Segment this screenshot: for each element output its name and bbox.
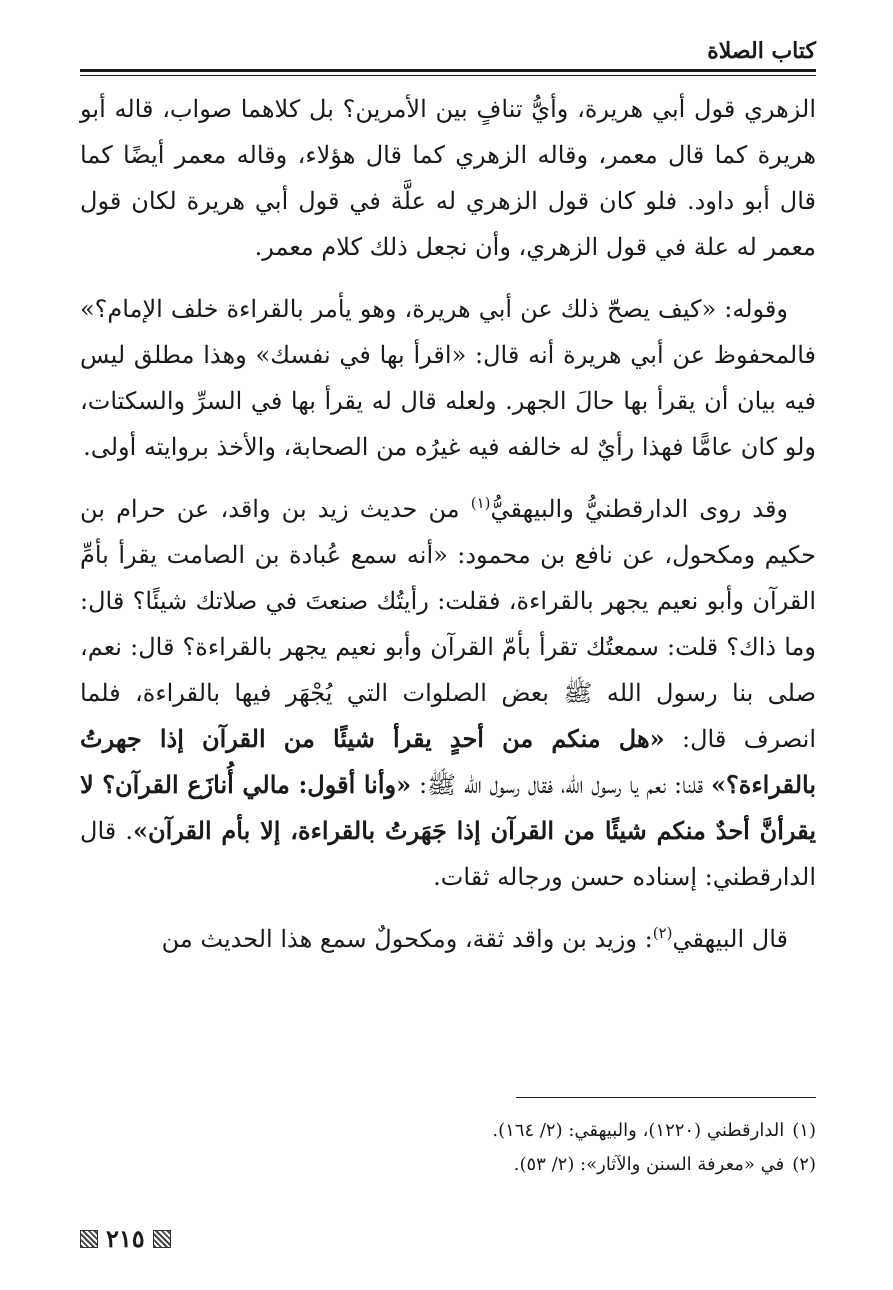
page-number: ٢١٥: [106, 1224, 145, 1253]
paragraph-1: الزهري قول أبي هريرة، وأيُّ تنافٍ بين الأمرين؟ بل كلاهما صواب، قاله أبو هريرة كما قال معمر، وقاله الزهري كما قال هؤلاء، وقاله معمر أيضًا كما قال أبو داود. فلو كان قول الزهري له علَّة في قول أبي هريرة لكان قول معمر له علة في قول الزهري، وأن نجعل ذلك كلام معمر.: [80, 95, 816, 261]
header-rule-thin: [80, 75, 816, 76]
page: [80, 34, 816, 1254]
p3-mid2: قلنا: نعم يا رسول الله، فقال رسول الله ﷺ:: [411, 771, 712, 799]
footnote-ref-1[interactable]: (١): [470, 494, 491, 512]
running-header: كتاب الصلاة: [707, 38, 816, 64]
footnote-rule: [516, 1097, 816, 1098]
p3-start: وقد روى الدارقطنيُّ والبيهقيُّ: [490, 495, 788, 523]
footnote-1: [80, 1114, 816, 1148]
footnote-number: (٢): [792, 1154, 816, 1175]
footnote-2: [80, 1148, 816, 1182]
paragraph-2: وقوله: «كيف يصحّ ذلك عن أبي هريرة، وهو يأمر بالقراءة خلف الإمام؟» فالمحفوظ عن أبي هريرة أنه قال: «اقرأ بها في نفسك» وهذا مطلق ليس فيه بيان أن يقرأ بها حالَ الجهر. ولعله قال له يقرأ بها في السرِّ والسكتات، ولو كان عامًّا فهذا رأيٌ له خالفه فيه غيرُه من الصحابة، والأخذ بروايته أولى.: [80, 295, 816, 461]
ornament-icon: [153, 1230, 171, 1248]
footnote-ref-2[interactable]: (٢): [652, 924, 673, 942]
p4-end: : وزيد بن واقد ثقة، ومكحولٌ سمع هذا الحديث من: [161, 925, 653, 953]
p3-mid: من حديث زيد بن واقد، عن حرام بن حكيم ومكحول، عن نافع بن محمود: «أنه سمع عُبادة بن الصامت يقرأ بأمِّ القرآن وأبو نعيم يجهر بالقراءة، فقلت: رأيتُك صنعتَ في صلاتك شيئًا؟ قال: وما ذاك؟ قلت: سمعتُك تقرأ بأمّ القرآن وأبو نعيم يجهر بالقراءة؟ قال: نعم، صلى بنا رسول الله ﷺ بعض الصلوات التي يُجْهَر فيها بالقراءة، فلما انصرف قال:: [80, 495, 816, 753]
header-rule-thick: [80, 69, 816, 72]
footnotes: [80, 1114, 816, 1182]
paragraph-4: [80, 916, 816, 962]
page-number-block: [80, 1224, 171, 1253]
paragraph-3: [80, 486, 816, 900]
hadith-quote-2: «وأنا أقول: مالي أُنازَع القرآن؟ لا يقرأنَّ أحدٌ منكم شيئًا من القرآن إذا جَهَرتُ بالقراءة، إلا بأم القرآن»: [80, 770, 816, 845]
ornament-icon: [80, 1230, 98, 1248]
footnote-text: الدارقطني (١٢٢٠)، والبيهقي: (٢/ ١٦٤).: [492, 1120, 785, 1141]
footnote-text: في «معرفة السنن والآثار»: (٢/ ٥٣).: [513, 1154, 785, 1175]
p4-start: قال البيهقي: [672, 925, 788, 953]
footnote-number: (١): [792, 1120, 816, 1141]
body-text: [80, 86, 816, 962]
hadith-quote-1: «هل منكم من أحدٍ يقرأ شيئًا من القرآن إذا جهرتُ بالقراءة؟»: [80, 724, 816, 799]
p3-end: . قال الدارقطني: إسناده حسن ورجاله ثقات.: [80, 817, 816, 891]
